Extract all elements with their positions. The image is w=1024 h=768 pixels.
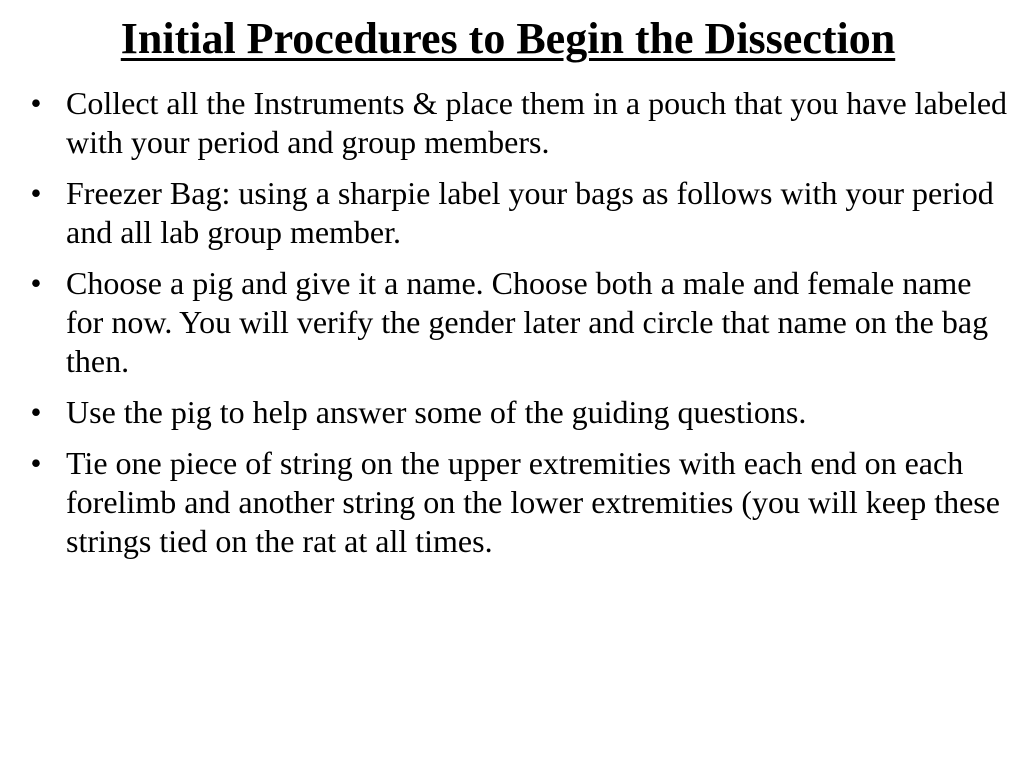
bullet-icon: • — [30, 85, 42, 121]
bullet-text: Tie one piece of string on the upper extremities with each end on each forelimb and another string on the lower extremities (you will keep these strings tied on the rat at all times. — [66, 445, 1000, 559]
bullet-item — [26, 84, 1016, 162]
slide-title: Initial Procedures to Begin the Dissection — [120, 14, 896, 63]
bullet-list — [26, 84, 1016, 573]
bullet-item — [26, 444, 1016, 561]
bullet-text: Choose a pig and give it a name. Choose both a male and female name for now. You will verify the gender later and circle that name on the bag then. — [66, 265, 989, 379]
bullet-text: Use the pig to help answer some of the guiding questions. — [66, 394, 807, 430]
bullet-icon: • — [30, 445, 42, 481]
bullet-text: Freezer Bag: using a sharpie label your bags as follows with your period and all lab group member. — [66, 175, 994, 250]
bullet-icon: • — [30, 175, 42, 211]
bullet-icon: • — [30, 265, 42, 301]
bullet-item — [26, 264, 1016, 381]
bullet-item — [26, 174, 1016, 252]
bullet-icon: • — [30, 394, 42, 430]
bullet-text: Collect all the Instruments & place them in a pouch that you have labeled with your period and group members. — [66, 85, 1008, 160]
bullet-item — [26, 393, 1016, 432]
